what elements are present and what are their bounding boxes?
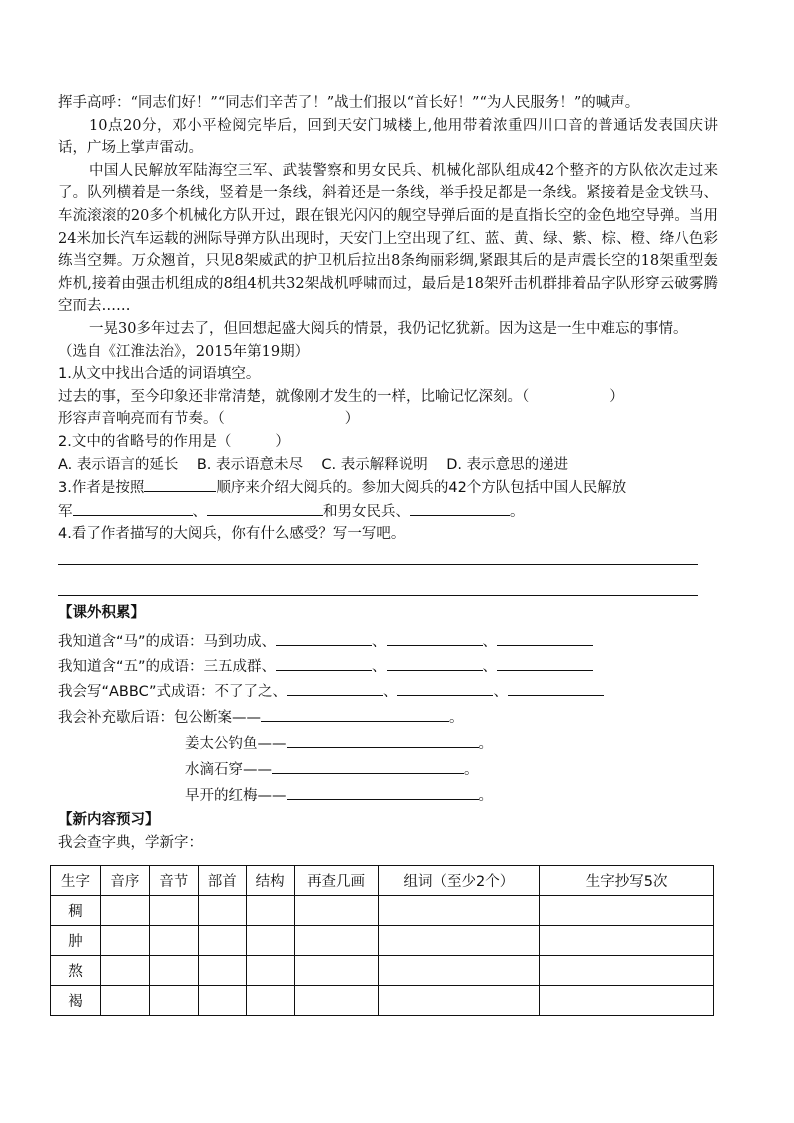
answer-cell[interactable]	[378, 926, 540, 956]
answer-cell[interactable]	[294, 956, 378, 986]
period: 。	[449, 710, 464, 727]
xiehouyu-blank-4[interactable]	[287, 784, 479, 800]
idiom-five-blank-1[interactable]	[276, 655, 372, 671]
question-3-text-c: 军	[58, 503, 73, 520]
xiehouyu-item: 水滴石穿——	[185, 762, 272, 779]
answer-cell[interactable]	[378, 986, 540, 1016]
answer-cell[interactable]	[100, 956, 149, 986]
answer-cell[interactable]	[246, 896, 294, 926]
table-header-cell: 再查几画	[294, 866, 378, 896]
question-3-text-d: 和男女民兵、	[323, 503, 410, 520]
answer-cell[interactable]	[294, 986, 378, 1016]
separator: 、	[372, 634, 387, 651]
question-2-text: 2.文中的省略号的作用是（	[58, 433, 232, 450]
table-row	[51, 926, 714, 956]
idiom-horse-blank-1[interactable]	[276, 630, 372, 646]
idiom-abbc-blank-1[interactable]	[287, 680, 383, 696]
reading-para-4: 一晃30多年过去了，但回想起盛大阅兵的情景，我仍记忆犹新。因为这是一生中难忘的事情。	[89, 320, 688, 337]
question-1b	[58, 408, 718, 431]
table-header-cell: 音节	[149, 866, 198, 896]
answer-cell[interactable]	[100, 986, 149, 1016]
separator: 、	[382, 684, 398, 701]
question-3-line2	[58, 500, 718, 524]
question-2-options: A. 表示语言的延长 B. 表示语意未尽 C. 表示解释说明 D. 表示意思的递进	[58, 456, 569, 473]
answer-cell[interactable]	[149, 956, 198, 986]
xiehouyu-row-3	[58, 757, 718, 783]
answer-cell[interactable]	[246, 986, 294, 1016]
char-cell: 熬	[51, 956, 101, 986]
table-header-cell: 部首	[198, 866, 246, 896]
table-row	[51, 896, 714, 926]
xiehouyu-row-2	[58, 731, 718, 757]
paren-close: ）	[609, 388, 624, 405]
idiom-abbc-row	[58, 680, 718, 705]
preview-intro: 我会查字典，学新字：	[58, 835, 203, 852]
xiehouyu-item: 早开的红梅——	[185, 788, 287, 805]
answer-cell[interactable]	[378, 896, 540, 926]
char-cell: 肿	[51, 926, 101, 956]
question-3-text-b: 顺序来介绍大阅兵的。参加大阅兵的42个方队包括中国人民解放	[216, 480, 627, 497]
table-header-row	[51, 866, 714, 896]
question-3-blank-3[interactable]	[410, 500, 510, 516]
xiehouyu-blank-2[interactable]	[287, 732, 479, 748]
question-1b-answer[interactable]	[225, 408, 345, 423]
question-2-answer[interactable]	[231, 431, 275, 446]
table-row	[51, 956, 714, 986]
xiehouyu-blank-3[interactable]	[272, 758, 464, 774]
reading-para-2: 10点20分，邓小平检阅完毕后，回到天安门城楼上,他用带着浓重四川口音的普通话发表国庆讲话，广场上掌声雷动。	[58, 117, 718, 157]
table-row	[51, 986, 714, 1016]
idiom-five-row	[58, 655, 718, 680]
question-3-blank-order[interactable]	[144, 476, 216, 492]
extra-heading: 【课外积累】	[58, 604, 145, 621]
paren-close: ）	[275, 433, 290, 450]
idiom-horse-blank-3[interactable]	[497, 630, 593, 646]
worksheet-page	[58, 92, 718, 855]
idiom-horse-label: 我知道含“马”的成语：马到功成、	[58, 634, 277, 651]
table-header-cell: 生字	[51, 866, 101, 896]
reading-para-1: 挥手高呼：“同志们好！”“同志们辛苦了！”战士们报以“首长好！”“为人民服务！”的喊声。	[58, 95, 640, 111]
idiom-horse-blank-2[interactable]	[387, 630, 483, 646]
period: 。	[464, 762, 479, 779]
answer-cell[interactable]	[540, 956, 714, 986]
idiom-abbc-blank-3[interactable]	[508, 680, 604, 696]
answer-cell[interactable]	[198, 896, 246, 926]
question-2-title	[58, 431, 718, 454]
xiehouyu-blank-1[interactable]	[261, 706, 449, 722]
preview-heading: 【新内容预习】	[58, 812, 160, 829]
char-cell: 稠	[51, 896, 101, 926]
answer-cell[interactable]	[198, 956, 246, 986]
idiom-abbc-blank-2[interactable]	[397, 680, 493, 696]
answer-cell[interactable]	[294, 926, 378, 956]
answer-cell[interactable]	[378, 956, 540, 986]
question-1b-text: 形容声音响亮而有节奏。（	[58, 411, 225, 428]
table-header-cell: 组词（至少2个）	[378, 866, 540, 896]
answer-cell[interactable]	[246, 926, 294, 956]
answer-cell[interactable]	[100, 926, 149, 956]
answer-cell[interactable]	[540, 896, 714, 926]
idiom-five-label: 我知道含“五”的成语：三五成群、	[58, 659, 277, 676]
separator: 、	[482, 659, 498, 676]
period: 。	[510, 503, 525, 520]
question-4: 4.看了作者描写的大阅兵，你有什么感受？写一写吧。	[58, 526, 406, 543]
idiom-five-blank-2[interactable]	[387, 655, 483, 671]
answer-cell[interactable]	[149, 896, 198, 926]
xiehouyu-item: 姜太公钓鱼——	[185, 736, 287, 753]
table-header-cell: 生字抄写5次	[540, 866, 714, 896]
char-cell: 褐	[51, 986, 101, 1016]
answer-cell[interactable]	[198, 926, 246, 956]
question-1a-answer[interactable]	[529, 386, 609, 401]
table-header-cell: 结构	[246, 866, 294, 896]
answer-cell[interactable]	[149, 926, 198, 956]
answer-cell[interactable]	[540, 926, 714, 956]
idiom-horse-row	[58, 630, 718, 655]
question-3-blank-2[interactable]	[207, 500, 323, 516]
new-characters-table	[50, 865, 714, 1016]
answer-cell[interactable]	[294, 896, 378, 926]
xiehouyu-row-1	[58, 705, 718, 731]
question-3-blank-1[interactable]	[73, 500, 193, 516]
idiom-five-blank-3[interactable]	[497, 655, 593, 671]
reading-para-3: 中国人民解放军陆海空三军、武装警察和男女民兵、机械化部队组成42个整齐的方队依次走过来了。队列横着是一条线，竖着是一条线，斜着还是一条线，举手投足都是一条线。紧接着是金戈铁马、车流滚滚的20多个机械化方队开过，跟在银光闪闪的舰空导弹后面的是直指长空的金色地空导弹。当用24米加长汽车运载的洲际导弹方队出现时，天安门上空出现了红、蓝、黄、绿、紫、棕、橙、绛八色彩练当空舞。万众翘首，只见8架威武的护卫机后拉出8条绚丽彩绸,紧跟其后的是声震长空的18架重型轰炸机,接着由强击机组成的8组4机共32架战机呼啸而过，最后是18架歼击机群排着品字队形穿云破雾腾空而去……	[58, 162, 718, 315]
answer-cell[interactable]	[246, 956, 294, 986]
answer-cell[interactable]	[149, 986, 198, 1016]
period: 。	[478, 788, 493, 805]
question-1a-text: 过去的事，至今印象还非常清楚，就像刚才发生的一样，比喻记忆深刻。（	[58, 388, 530, 405]
answer-cell[interactable]	[198, 986, 246, 1016]
question-3-text-a: 3.作者是按照	[58, 480, 145, 497]
answer-cell[interactable]	[100, 896, 149, 926]
xiehouyu-intro: 我会补充歇后语：	[58, 710, 174, 727]
question-1-title: 1.从文中找出合适的词语填空。	[58, 366, 261, 383]
reading-source: （选自《江淮法治》，2015年第19期）	[58, 343, 310, 360]
table-header-cell: 音序	[100, 866, 149, 896]
period: 。	[478, 736, 493, 753]
idiom-abbc-label: 我会写“ABBC”式成语：不了了之、	[58, 684, 287, 701]
xiehouyu-item: 包公断案——	[174, 710, 261, 727]
separator: 、	[493, 684, 508, 701]
answer-cell[interactable]	[540, 986, 714, 1016]
question-1a	[58, 386, 718, 409]
xiehouyu-row-4	[58, 783, 718, 809]
separator: 、	[482, 634, 498, 651]
question-3-line1	[58, 476, 718, 500]
separator: 、	[192, 503, 207, 520]
paren-close: ）	[344, 411, 360, 428]
separator: 、	[372, 659, 387, 676]
